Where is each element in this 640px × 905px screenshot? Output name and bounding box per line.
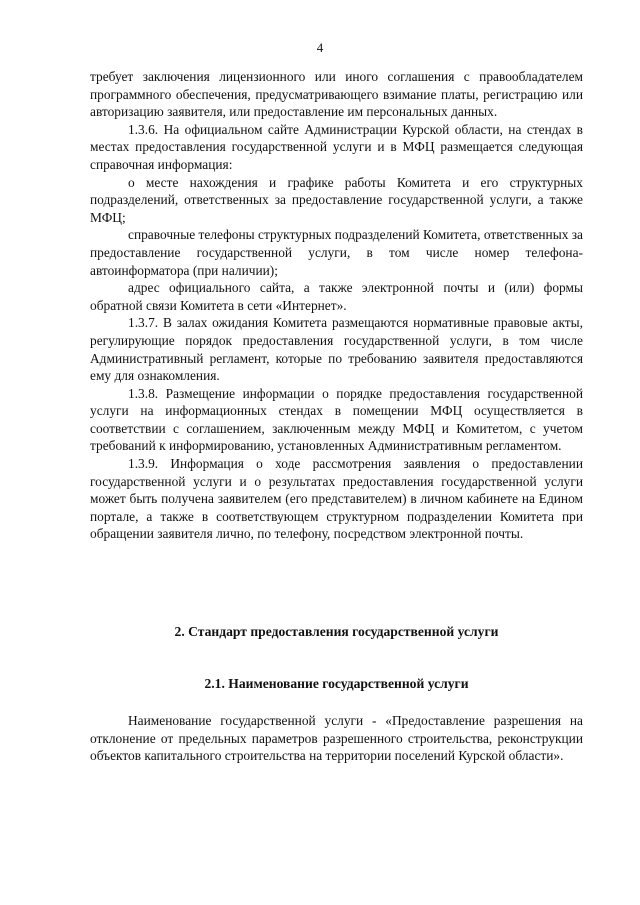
final-section <box>90 712 583 765</box>
page-number: 4 <box>316 40 324 55</box>
paragraph-service-name: Наименование государственной услуги - «Предоставление разрешения на отклонение от предельных параметров разрешенного строительства, реконструкции объектов капитального строительства на территории поселений Курской области». <box>90 713 583 764</box>
paragraph-1-3-8: 1.3.8. Размещение информации о порядке предоставления государственной услуги на информационных стендах в помещении МФЦ осуществляется в соответствии с соглашением, заключенным между МФЦ и Комитетом, с учетом требований к информированию, установленных Административным регламентом. <box>90 385 583 454</box>
section-heading: 2. Стандарт предоставления государственной услуги <box>174 624 499 639</box>
paragraph-website: адрес официального сайта, а также электронной почты и (или) формы обратной связи Комитета в сети «Интернет». <box>90 280 583 313</box>
paragraph-phones: справочные телефоны структурных подразделений Комитета, ответственных за предоставление государственной услуги, в том числе номер телефона-автоинформатора (при наличии); <box>90 227 583 278</box>
paragraph-location-info: о месте нахождения и графике работы Комитета и его структурных подразделений, ответственных за предоставление государственной услуги, а также МФЦ; <box>90 174 583 225</box>
document-body <box>90 68 583 543</box>
subsection-heading: 2.1. Наименование государственной услуги <box>204 676 469 691</box>
paragraph-1-3-7: 1.3.7. В залах ожидания Комитета размещаются нормативные правовые акты, регулирующие порядок предоставления государственной услуги, в том числе Административный регламент, которые по требованию заявителя предоставляются ему для ознакомления. <box>90 315 583 384</box>
paragraph-continuation: требует заключения лицензионного или иного соглашения с правообладателем программного обеспечения, предусматривающего взимание платы, регистрацию или авторизацию заявителя, или предоставление им персональных данных. <box>90 69 583 120</box>
paragraph-1-3-6: 1.3.6. На официальном сайте Администрации Курской области, на стендах в местах предоставления государственной услуги и в МФЦ размещается следующая справочная информация: <box>90 121 583 172</box>
paragraph-1-3-9: 1.3.9. Информация о ходе рассмотрения заявления о предоставлении государственной услуги и о результатах предоставления государственной услуги может быть получена заявителем (его представителем) в личном кабинете на Едином портале, а также в соответствующем структурном подразделении Комитета при обращении заявителя лично, по телефону, посредством электронной почты. <box>90 456 583 542</box>
